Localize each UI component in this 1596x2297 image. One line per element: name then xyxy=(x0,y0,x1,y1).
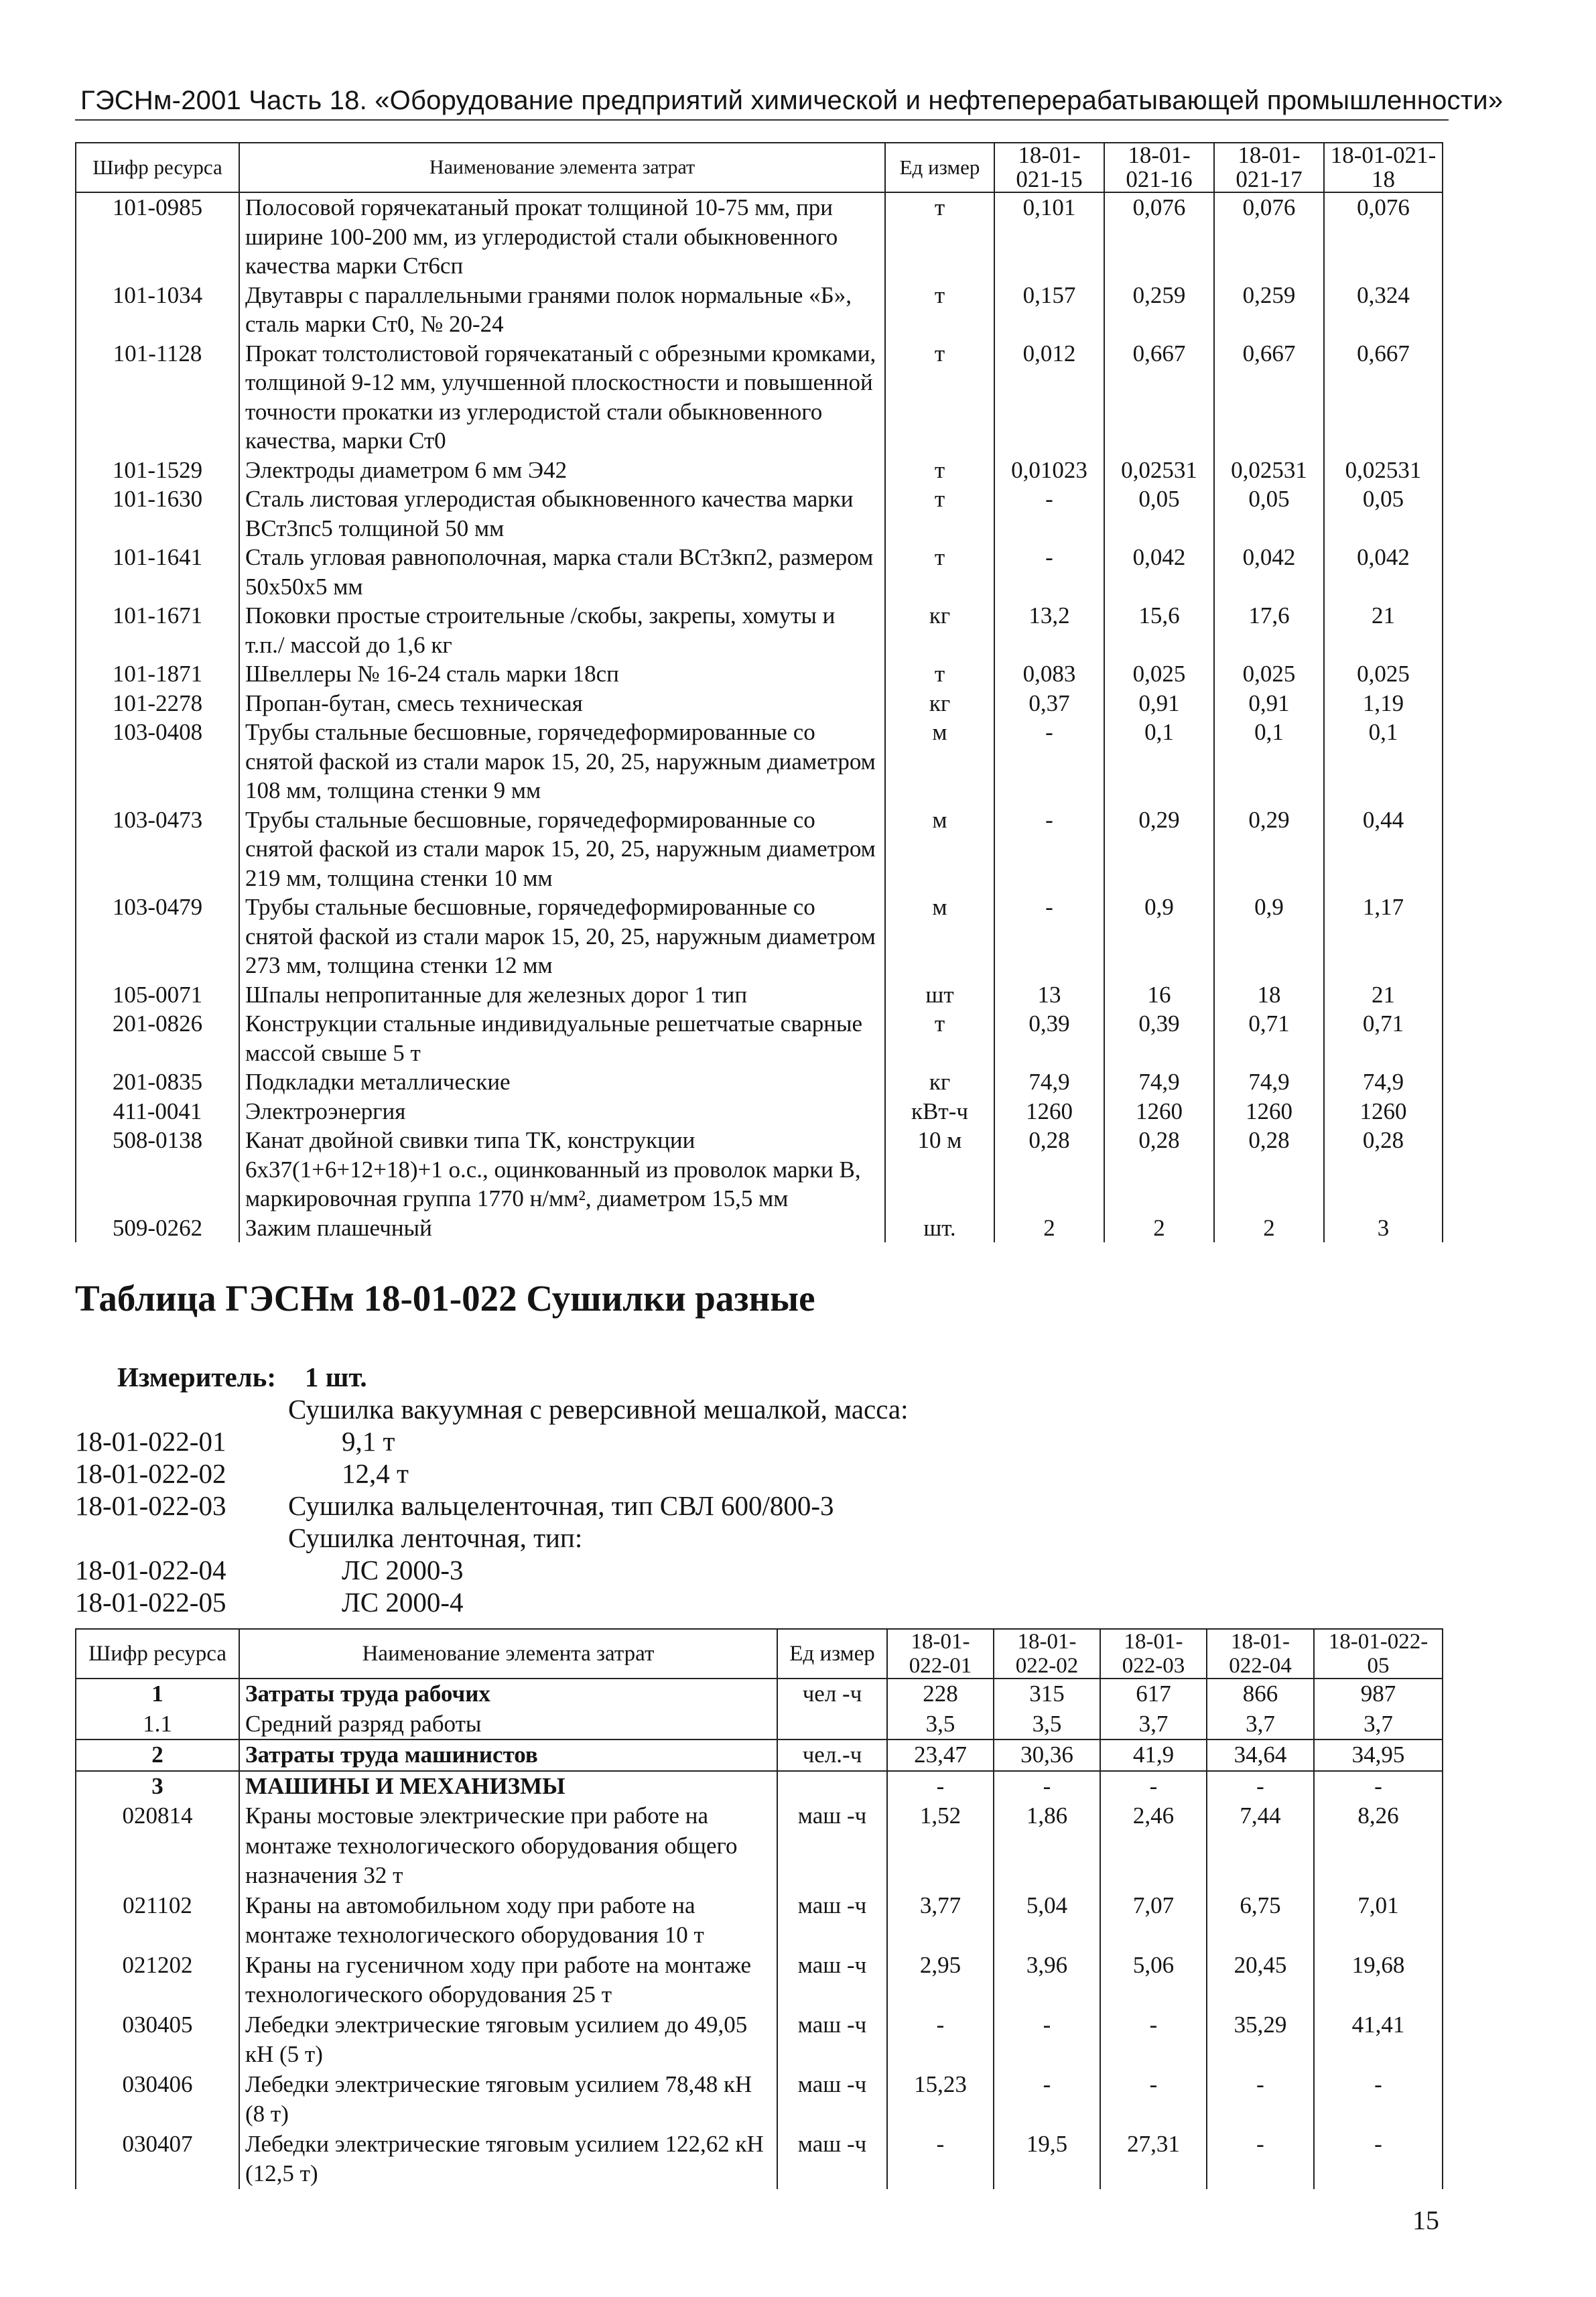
resource-name-cell: Затраты труда рабочих xyxy=(239,1679,777,1709)
value-cell: 0,076 xyxy=(1104,192,1214,281)
table-row xyxy=(76,281,1443,339)
value-cell: 74,9 xyxy=(1324,1067,1443,1097)
value-cell: 17,6 xyxy=(1214,601,1324,659)
value-cell: - xyxy=(1100,2070,1207,2129)
resource-name-cell: Краны на гусеничном ходу при работе на монтаже технологического оборудования 25 т xyxy=(239,1951,777,2010)
unit-cell: т xyxy=(885,659,994,689)
unit-cell: т xyxy=(885,543,994,601)
value-cell: 315 xyxy=(994,1679,1100,1709)
unit-cell: т xyxy=(885,1009,994,1067)
resource-code-cell: 101-1128 xyxy=(76,339,239,456)
resource-name-cell: Двутавры с параллельными гранями полок нормальные «Б», сталь марки Ст0, № 20-24 xyxy=(239,281,885,339)
resource-table-18-01-021 xyxy=(75,142,1443,1242)
value-cell: - xyxy=(887,2129,994,2189)
value-cell: 3,7 xyxy=(1314,1709,1443,1740)
resource-code-cell: 101-1529 xyxy=(76,456,239,485)
value-cell: 18 xyxy=(1214,980,1324,1010)
variant-description: ЛС 2000-4 xyxy=(342,1587,464,1618)
value-cell: 2 xyxy=(994,1213,1104,1243)
page-header: ГЭСНм-2001 Часть 18. «Оборудование предприятий химической и нефтеперерабатывающей промышленности» xyxy=(80,86,1504,115)
value-cell: 0,02531 xyxy=(1324,456,1443,485)
value-cell: 1260 xyxy=(1214,1097,1324,1126)
value-cell: 1,19 xyxy=(1324,689,1443,718)
value-cell: - xyxy=(994,2070,1100,2129)
resource-code-cell: 2 xyxy=(76,1740,239,1771)
resource-code-cell: 103-0479 xyxy=(76,893,239,980)
variant-description: Сушилка ленточная, тип: xyxy=(288,1522,583,1553)
value-cell: 7,01 xyxy=(1314,1891,1443,1951)
value-cell: 21 xyxy=(1324,601,1443,659)
column-header-unit: Ед измер xyxy=(777,1629,887,1679)
column-header-variant: 18-01-021-15 xyxy=(994,143,1104,192)
unit-cell: кг xyxy=(885,601,994,659)
value-cell: 5,04 xyxy=(994,1891,1100,1951)
unit-cell: кг xyxy=(885,689,994,718)
value-cell: 74,9 xyxy=(1104,1067,1214,1097)
value-cell: 0,28 xyxy=(1104,1126,1214,1213)
resource-name-cell: Электроды диаметром 6 мм Э42 xyxy=(239,456,885,485)
column-header-name: Наименование элемента затрат xyxy=(239,143,885,192)
value-cell: 15,23 xyxy=(887,2070,994,2129)
resource-code-cell: 030405 xyxy=(76,2010,239,2070)
unit-cell: маш -ч xyxy=(777,1801,887,1891)
column-header-variant: 18-01-022-01 xyxy=(887,1629,994,1679)
table-row xyxy=(76,718,1443,805)
table-body xyxy=(76,192,1443,1242)
table-row xyxy=(76,1009,1443,1067)
value-cell: - xyxy=(1314,1771,1443,1802)
value-cell: 6,75 xyxy=(1207,1891,1314,1951)
resource-code-cell: 101-1671 xyxy=(76,601,239,659)
resource-code-cell: 105-0071 xyxy=(76,980,239,1010)
value-cell: 0,71 xyxy=(1324,1009,1443,1067)
unit-cell: м xyxy=(885,805,994,893)
resource-name-cell: Лебедки электрические тяговым усилием 122,62 кН (12,5 т) xyxy=(239,2129,777,2189)
table-row xyxy=(76,2129,1443,2189)
table-row xyxy=(76,1679,1443,1709)
unit-cell: кВт-ч xyxy=(885,1097,994,1126)
value-cell: 3,77 xyxy=(887,1891,994,1951)
unit-cell: маш -ч xyxy=(777,1891,887,1951)
table-row xyxy=(76,1771,1443,1802)
page-number: 15 xyxy=(1412,2205,1439,2235)
resource-code-cell: 509-0262 xyxy=(76,1213,239,1243)
column-header-variant: 18-01-022-02 xyxy=(994,1629,1100,1679)
value-cell: 0,042 xyxy=(1104,543,1214,601)
resource-name-cell: Пропан-бутан, смесь техническая xyxy=(239,689,885,718)
resource-name-cell: Лебедки электрические тяговым усилием 78,48 кН (8 т) xyxy=(239,2070,777,2129)
resource-name-cell: Трубы стальные бесшовные, горячедеформированные со снятой фаской из стали марок 15, 20, 25, наружным диаметром 219 мм, толщина стенки 10 мм xyxy=(239,805,885,893)
resource-name-cell: Поковки простые строительные /скобы, закрепы, хомуты и т.п./ массой до 1,6 кг xyxy=(239,601,885,659)
table-row xyxy=(76,893,1443,980)
resource-name-cell: Канат двойной свивки типа ТК, конструкции 6х37(1+6+12+18)+1 о.с., оцинкованный из проволок марки В, маркировочная группа 1770 н/мм², диаметром 15,5 мм xyxy=(239,1126,885,1213)
unit-cell: кг xyxy=(885,1067,994,1097)
resource-code-cell: 1 xyxy=(76,1679,239,1709)
variant-code: 18-01-022-02 xyxy=(75,1458,226,1489)
value-cell: 0,667 xyxy=(1214,339,1324,456)
variant-code: 18-01-022-03 xyxy=(75,1490,226,1521)
table-title: Таблица ГЭСНм 18-01-022 Сушилки разные xyxy=(75,1278,815,1319)
value-cell: 35,29 xyxy=(1207,2010,1314,2070)
resource-code-cell: 3 xyxy=(76,1771,239,1802)
value-cell: - xyxy=(994,2010,1100,2070)
resource-name-cell: Краны мостовые электрические при работе на монтаже технологического оборудования общего назначения 32 т xyxy=(239,1801,777,1891)
table-row xyxy=(76,980,1443,1010)
value-cell: 0,076 xyxy=(1324,192,1443,281)
unit-cell: чел.-ч xyxy=(777,1740,887,1771)
table-row xyxy=(76,1213,1443,1243)
value-cell: 0,29 xyxy=(1214,805,1324,893)
measure-value: 1 шт. xyxy=(305,1362,367,1392)
resource-name-cell: Зажим плашечный xyxy=(239,1213,885,1243)
variant-code: 18-01-022-01 xyxy=(75,1426,226,1457)
header-divider xyxy=(75,119,1449,121)
value-cell: 16 xyxy=(1104,980,1214,1010)
resource-name-cell: Трубы стальные бесшовные, горячедеформированные со снятой фаской из стали марок 15, 20, 25, наружным диаметром 108 мм, толщина стенки 9 мм xyxy=(239,718,885,805)
resource-code-cell: 101-1630 xyxy=(76,484,239,543)
resource-code-cell: 021102 xyxy=(76,1891,239,1951)
resource-name-cell: Средний разряд работы xyxy=(239,1709,777,1740)
value-cell: - xyxy=(994,484,1104,543)
value-cell: 13,2 xyxy=(994,601,1104,659)
table-body xyxy=(76,1679,1443,2189)
table-header-row xyxy=(76,1629,1443,1679)
value-cell: 0,157 xyxy=(994,281,1104,339)
value-cell: - xyxy=(1314,2070,1443,2129)
value-cell: 1260 xyxy=(1104,1097,1214,1126)
resource-code-cell: 101-1034 xyxy=(76,281,239,339)
value-cell: 8,26 xyxy=(1314,1801,1443,1891)
table-row xyxy=(76,484,1443,543)
value-cell: 1260 xyxy=(994,1097,1104,1126)
unit-cell: маш -ч xyxy=(777,2129,887,2189)
table-row xyxy=(76,601,1443,659)
value-cell: 2 xyxy=(1214,1213,1324,1243)
value-cell: - xyxy=(1100,2010,1207,2070)
value-cell: 0,9 xyxy=(1214,893,1324,980)
variant-code: 18-01-022-04 xyxy=(75,1555,226,1585)
table-row xyxy=(76,1067,1443,1097)
value-cell: 0,042 xyxy=(1324,543,1443,601)
value-cell: 74,9 xyxy=(1214,1067,1324,1097)
value-cell: 0,39 xyxy=(1104,1009,1214,1067)
variant-description: 9,1 т xyxy=(342,1426,395,1457)
value-cell: 1,52 xyxy=(887,1801,994,1891)
table-row xyxy=(76,1740,1443,1771)
value-cell: 30,36 xyxy=(994,1740,1100,1771)
column-header-code: Шифр ресурса xyxy=(76,1629,239,1679)
value-cell: 41,41 xyxy=(1314,2010,1443,2070)
value-cell: - xyxy=(1207,1771,1314,1802)
measure-label: Измеритель: xyxy=(117,1362,277,1392)
value-cell: 0,05 xyxy=(1214,484,1324,543)
value-cell: 0,076 xyxy=(1214,192,1324,281)
value-cell: - xyxy=(1207,2070,1314,2129)
variant-description: Сушилка вальцеленточная, тип СВЛ 600/800-3 xyxy=(288,1490,834,1521)
column-header-variant: 18-01-022-03 xyxy=(1100,1629,1207,1679)
value-cell: 41,9 xyxy=(1100,1740,1207,1771)
value-cell: 0,259 xyxy=(1214,281,1324,339)
value-cell: 1,17 xyxy=(1324,893,1443,980)
resource-name-cell: Краны на автомобильном ходу при работе на монтаже технологического оборудования 10 т xyxy=(239,1891,777,1951)
value-cell: 0,025 xyxy=(1214,659,1324,689)
column-header-variant: 18-01-021-17 xyxy=(1214,143,1324,192)
value-cell: 228 xyxy=(887,1679,994,1709)
resource-name-cell: Подкладки металлические xyxy=(239,1067,885,1097)
value-cell: 0,05 xyxy=(1324,484,1443,543)
value-cell: - xyxy=(1314,2129,1443,2189)
column-header-variant: 18-01-022-05 xyxy=(1314,1629,1443,1679)
table-row xyxy=(76,1891,1443,1951)
resource-code-cell: 411-0041 xyxy=(76,1097,239,1126)
value-cell: - xyxy=(1207,2129,1314,2189)
resource-code-cell: 030407 xyxy=(76,2129,239,2189)
value-cell: 0,01023 xyxy=(994,456,1104,485)
value-cell: 15,6 xyxy=(1104,601,1214,659)
resource-code-cell: 103-0408 xyxy=(76,718,239,805)
value-cell: 0,05 xyxy=(1104,484,1214,543)
table-row xyxy=(76,192,1443,281)
resource-name-cell: Прокат толстолистовой горячекатаный с обрезными кромками, толщиной 9-12 мм, улучшенной плоскостности и повышенной точности прокатки из углеродистой стали обыкновенного качества, марки Ст0 xyxy=(239,339,885,456)
table-row xyxy=(76,2010,1443,2070)
resource-code-cell: 101-1871 xyxy=(76,659,239,689)
value-cell: 0,1 xyxy=(1104,718,1214,805)
value-cell: 3,96 xyxy=(994,1951,1100,2010)
resource-name-cell: Швеллеры № 16-24 сталь марки 18сп xyxy=(239,659,885,689)
value-cell: 0,28 xyxy=(1324,1126,1443,1213)
value-cell: 3,5 xyxy=(994,1709,1100,1740)
table-row xyxy=(76,339,1443,456)
column-header-unit: Ед измер xyxy=(885,143,994,192)
value-cell: 0,29 xyxy=(1104,805,1214,893)
value-cell: 1260 xyxy=(1324,1097,1443,1126)
resource-name-cell: Конструкции стальные индивидуальные решетчатые сварные массой свыше 5 т xyxy=(239,1009,885,1067)
resource-name-cell: Полосовой горячекатаный прокат толщиной 10-75 мм, при ширине 100-200 мм, из углеродистой стали обыкновенного качества марки Ст6сп xyxy=(239,192,885,281)
value-cell: 3,7 xyxy=(1207,1709,1314,1740)
value-cell: 3 xyxy=(1324,1213,1443,1243)
table-row xyxy=(76,689,1443,718)
value-cell: 0,02531 xyxy=(1104,456,1214,485)
value-cell: 0,324 xyxy=(1324,281,1443,339)
unit-cell: м xyxy=(885,893,994,980)
value-cell: 5,06 xyxy=(1100,1951,1207,2010)
resource-code-cell: 103-0473 xyxy=(76,805,239,893)
table-row xyxy=(76,1097,1443,1126)
value-cell: 3,5 xyxy=(887,1709,994,1740)
table-row xyxy=(76,2070,1443,2129)
value-cell: - xyxy=(994,1771,1100,1802)
variant-description: Сушилка вакуумная с реверсивной мешалкой, масса: xyxy=(288,1394,909,1425)
value-cell: 0,101 xyxy=(994,192,1104,281)
value-cell: 0,91 xyxy=(1104,689,1214,718)
unit-cell: т xyxy=(885,192,994,281)
resource-code-cell: 201-0835 xyxy=(76,1067,239,1097)
value-cell: 0,37 xyxy=(994,689,1104,718)
value-cell: 0,025 xyxy=(1324,659,1443,689)
variant-description: ЛС 2000-3 xyxy=(342,1555,464,1585)
table-row xyxy=(76,805,1443,893)
unit-cell: маш -ч xyxy=(777,2010,887,2070)
table-row xyxy=(76,1126,1443,1213)
table-row xyxy=(76,1951,1443,2010)
value-cell: - xyxy=(994,805,1104,893)
value-cell: 0,44 xyxy=(1324,805,1443,893)
table-row xyxy=(76,456,1443,485)
resource-code-cell: 030406 xyxy=(76,2070,239,2129)
table-row xyxy=(76,543,1443,601)
table-header-row xyxy=(76,143,1443,192)
column-header-variant: 18-01-022-04 xyxy=(1207,1629,1314,1679)
value-cell: 0,1 xyxy=(1324,718,1443,805)
value-cell: 7,07 xyxy=(1100,1891,1207,1951)
value-cell: 0,667 xyxy=(1324,339,1443,456)
value-cell: 2 xyxy=(1104,1213,1214,1243)
value-cell: 0,28 xyxy=(1214,1126,1324,1213)
resource-code-cell: 101-1641 xyxy=(76,543,239,601)
unit-cell: т xyxy=(885,339,994,456)
value-cell: 0,042 xyxy=(1214,543,1324,601)
unit-cell: 10 м xyxy=(885,1126,994,1213)
resource-code-cell: 101-0985 xyxy=(76,192,239,281)
value-cell: 0,667 xyxy=(1104,339,1214,456)
resource-name-cell: Сталь листовая углеродистая обыкновенного качества марки ВСт3пс5 толщиной 50 мм xyxy=(239,484,885,543)
value-cell: 23,47 xyxy=(887,1740,994,1771)
value-cell: 7,44 xyxy=(1207,1801,1314,1891)
value-cell: 0,025 xyxy=(1104,659,1214,689)
value-cell: 2,95 xyxy=(887,1951,994,2010)
column-header-variant: 18-01-021-16 xyxy=(1104,143,1214,192)
table-row xyxy=(76,1801,1443,1891)
value-cell: 19,68 xyxy=(1314,1951,1443,2010)
unit-cell: маш -ч xyxy=(777,1951,887,2010)
variant-code: 18-01-022-05 xyxy=(75,1587,226,1618)
value-cell: - xyxy=(1100,1771,1207,1802)
column-header-code: Шифр ресурса xyxy=(76,143,239,192)
value-cell: - xyxy=(887,2010,994,2070)
unit-cell xyxy=(777,1771,887,1802)
value-cell: 0,91 xyxy=(1214,689,1324,718)
resource-table-18-01-022 xyxy=(75,1628,1443,2189)
value-cell: 617 xyxy=(1100,1679,1207,1709)
value-cell: 2,46 xyxy=(1100,1801,1207,1891)
unit-cell: чел -ч xyxy=(777,1679,887,1709)
value-cell: - xyxy=(994,893,1104,980)
unit-cell: т xyxy=(885,484,994,543)
value-cell: 13 xyxy=(994,980,1104,1010)
value-cell: 0,28 xyxy=(994,1126,1104,1213)
table-row xyxy=(76,659,1443,689)
value-cell: - xyxy=(994,718,1104,805)
column-header-variant: 18-01-021-18 xyxy=(1324,143,1443,192)
column-header-name: Наименование элемента затрат xyxy=(239,1629,777,1679)
unit-cell: шт. xyxy=(885,1213,994,1243)
value-cell: 0,9 xyxy=(1104,893,1214,980)
value-cell: 0,012 xyxy=(994,339,1104,456)
unit-cell: шт xyxy=(885,980,994,1010)
resource-code-cell: 1.1 xyxy=(76,1709,239,1740)
value-cell: 34,64 xyxy=(1207,1740,1314,1771)
resource-code-cell: 201-0826 xyxy=(76,1009,239,1067)
resource-code-cell: 508-0138 xyxy=(76,1126,239,1213)
value-cell: 866 xyxy=(1207,1679,1314,1709)
value-cell: 0,02531 xyxy=(1214,456,1324,485)
resource-code-cell: 021202 xyxy=(76,1951,239,2010)
unit-cell xyxy=(777,1709,887,1740)
resource-name-cell: Шпалы непропитанные для железных дорог 1 тип xyxy=(239,980,885,1010)
resource-name-cell: Лебедки электрические тяговым усилием до 49,05 кН (5 т) xyxy=(239,2010,777,2070)
value-cell: 0,1 xyxy=(1214,718,1324,805)
value-cell: 21 xyxy=(1324,980,1443,1010)
variant-description: 12,4 т xyxy=(342,1458,409,1489)
value-cell: 0,71 xyxy=(1214,1009,1324,1067)
resource-code-cell: 020814 xyxy=(76,1801,239,1891)
value-cell: 20,45 xyxy=(1207,1951,1314,2010)
unit-cell: т xyxy=(885,456,994,485)
value-cell: 0,083 xyxy=(994,659,1104,689)
table-row xyxy=(76,1709,1443,1740)
unit-cell: т xyxy=(885,281,994,339)
value-cell: 34,95 xyxy=(1314,1740,1443,1771)
value-cell: 27,31 xyxy=(1100,2129,1207,2189)
value-cell: 1,86 xyxy=(994,1801,1100,1891)
value-cell: 3,7 xyxy=(1100,1709,1207,1740)
value-cell: 0,39 xyxy=(994,1009,1104,1067)
value-cell: 74,9 xyxy=(994,1067,1104,1097)
resource-name-cell: Электроэнергия xyxy=(239,1097,885,1126)
value-cell: - xyxy=(887,1771,994,1802)
value-cell: 19,5 xyxy=(994,2129,1100,2189)
value-cell: - xyxy=(994,543,1104,601)
unit-cell: маш -ч xyxy=(777,2070,887,2129)
value-cell: 987 xyxy=(1314,1679,1443,1709)
resource-name-cell: Трубы стальные бесшовные, горячедеформированные со снятой фаской из стали марок 15, 20, 25, наружным диаметром 273 мм, толщина стенки 12 мм xyxy=(239,893,885,980)
resource-name-cell: Сталь угловая равнополочная, марка стали ВСт3кп2, размером 50х50х5 мм xyxy=(239,543,885,601)
unit-cell: м xyxy=(885,718,994,805)
resource-name-cell: МАШИНЫ И МЕХАНИЗМЫ xyxy=(239,1771,777,1802)
value-cell: 0,259 xyxy=(1104,281,1214,339)
resource-code-cell: 101-2278 xyxy=(76,689,239,718)
resource-name-cell: Затраты труда машинистов xyxy=(239,1740,777,1771)
